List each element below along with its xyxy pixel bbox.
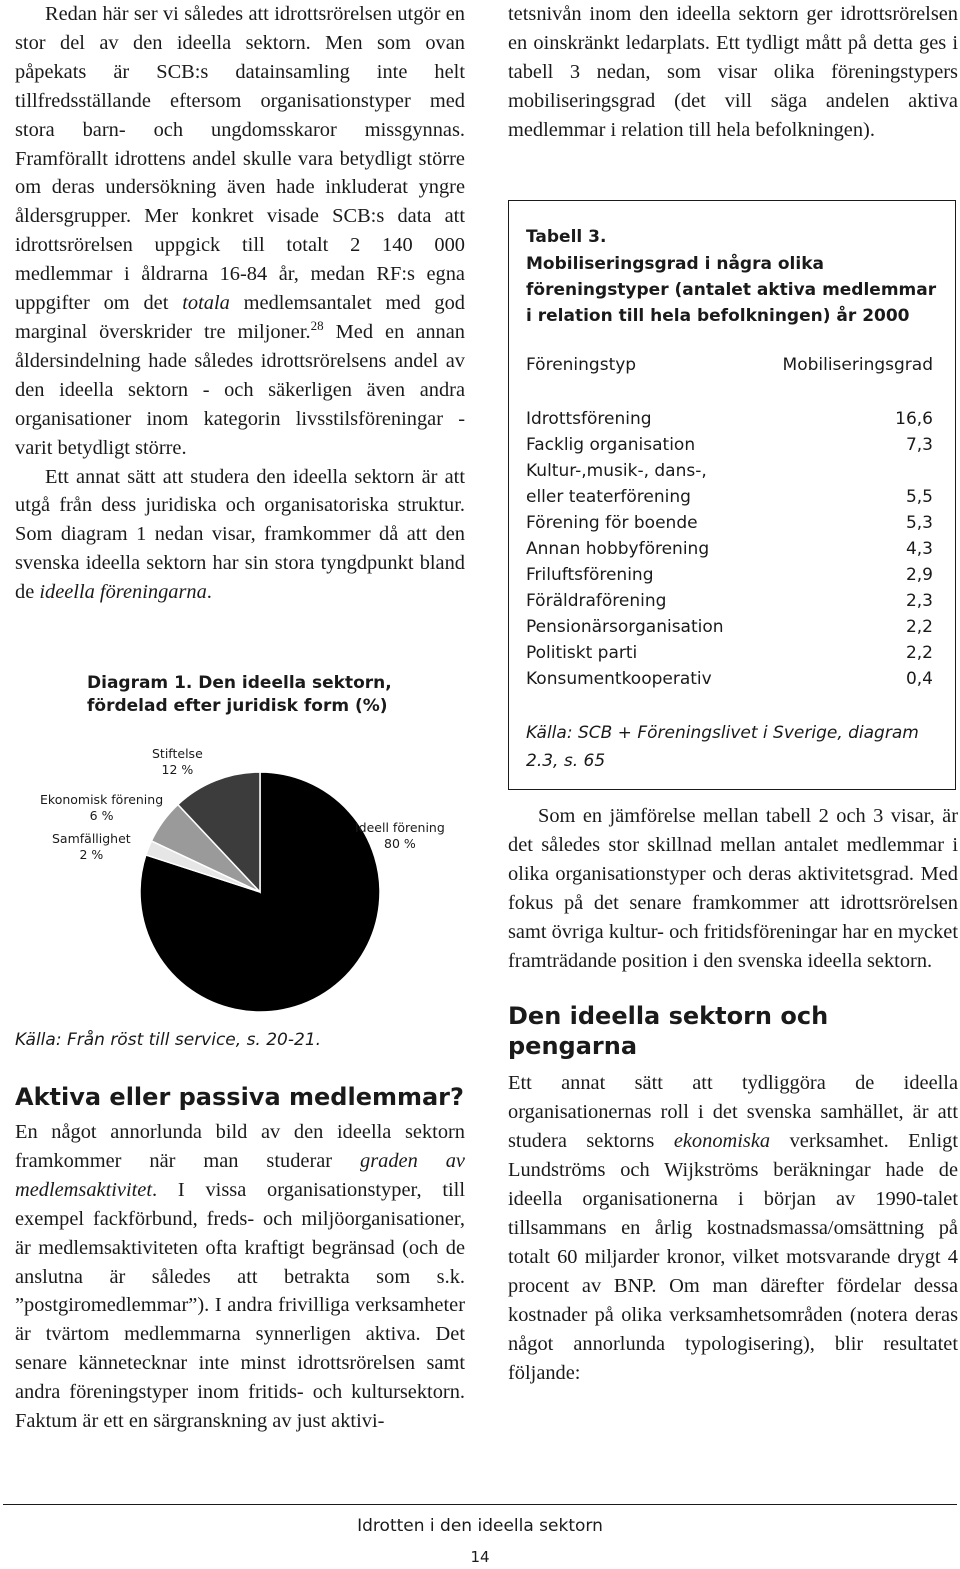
footnote-ref: 28 bbox=[310, 318, 324, 334]
table-source: Källa: SCB + Föreningslivet i Sverige, diagram 2.3, s. 65 bbox=[526, 723, 919, 771]
table-row bbox=[526, 614, 933, 640]
table-cell-type: Pensionärsorganisation bbox=[526, 617, 724, 637]
right-column-top bbox=[508, 0, 958, 145]
table-col-header-grade: Mobiliseringsgrad bbox=[782, 355, 933, 375]
diagram-source: Källa: Från röst till service, s. 20-21. bbox=[15, 1030, 322, 1050]
table-cell-value: 16,6 bbox=[895, 409, 933, 429]
table-cell-value: 5,5 bbox=[905, 487, 933, 507]
diagram-1 bbox=[15, 670, 465, 1060]
right-lower-section bbox=[508, 802, 958, 1387]
table-cell-type: Idrottsförening bbox=[526, 409, 652, 429]
table-cell-value: 0,4 bbox=[905, 669, 933, 689]
pie-label-ekonomisk: Ekonomisk förening 6 % bbox=[40, 792, 164, 823]
table-title: Mobiliseringsgrad i några olika föreningstyper (antalet aktiva medlemmar i relation till hela befolkningen) år 2000 bbox=[526, 254, 937, 326]
table-cell-type: Facklig organisation bbox=[526, 435, 696, 455]
table-col-header-type: Föreningstyp bbox=[526, 355, 637, 375]
table-row bbox=[526, 458, 933, 484]
section-heading-aktiva: Aktiva eller passiva medlemmar? bbox=[15, 1083, 464, 1111]
table-cell-type: Friluftsförening bbox=[526, 565, 654, 585]
table-row bbox=[526, 536, 933, 562]
table-cell-type: Kultur-,musik-, dans-, bbox=[526, 461, 707, 481]
table-row bbox=[526, 666, 933, 692]
table-row bbox=[526, 640, 933, 666]
left-paragraph-2: Ett annat sätt att studera den ideella sektorn är att utgå från dess juridiska och organisatoriska struktur. Som diagram 1 nedan visar, framkommer då att den svenska ideella sektorn har sin stora tyngdpunkt bland de ideella föreningarna. bbox=[15, 465, 465, 604]
table-label: Tabell 3. bbox=[526, 227, 607, 247]
footer-title: Idrotten i den ideella sektorn bbox=[357, 1516, 603, 1536]
table-cell-type: Konsumentkooperativ bbox=[526, 669, 712, 689]
table-cell-type: Föräldraförening bbox=[526, 591, 667, 611]
table-row bbox=[526, 562, 933, 588]
table-cell-value: 2,2 bbox=[905, 643, 933, 663]
table-cell-type: Annan hobbyförening bbox=[526, 539, 710, 559]
page-number: 14 bbox=[470, 1548, 490, 1566]
table-3-box bbox=[508, 200, 956, 790]
table-cell-value: 5,3 bbox=[905, 513, 933, 533]
pie-label-stiftelse: Stiftelse 12 % bbox=[152, 746, 203, 777]
table-row bbox=[526, 432, 933, 458]
right-paragraph-1: tetsnivån inom den ideella sektorn ger idrottsrörelsen en oinskränkt ledarplats. Ett tydligt mått på detta ges i tabell 3 nedan, som visar olika föreningstypers mobiliseringsgrad (det vill säga andelen aktiva medlemmar i relation till hela befolkningen). bbox=[508, 3, 958, 141]
table-cell-value: 2,2 bbox=[905, 617, 933, 637]
table-rows bbox=[526, 406, 933, 692]
table-cell-value: 7,3 bbox=[905, 435, 933, 455]
diagram-title: Diagram 1. Den ideella sektorn, fördelad efter juridisk form (%) bbox=[87, 673, 392, 716]
table-cell-value: 2,9 bbox=[905, 565, 933, 585]
right-paragraph-2: Som en jämförelse mellan tabell 2 och 3 visar, är det således stor skillnad mellan antalet medlemmar i olika organisationstyper och deras aktivitetsgrad. Med fokus på det senare framkommer att idrottsrörelsen samt övriga kultur- och fritidsföreningar har en mycket framträdande position i den svenska ideella sektorn. bbox=[508, 805, 958, 972]
table-row bbox=[526, 588, 933, 614]
section-heading-pengarna: Den ideella sektorn och pengarna bbox=[508, 1002, 829, 1061]
table-cell-type: Politiskt parti bbox=[526, 643, 638, 663]
pie-label-samfallighet: Samfällighet 2 % bbox=[52, 831, 131, 862]
table-cell-type: eller teaterförening bbox=[526, 487, 691, 507]
table-cell-value: 2,3 bbox=[905, 591, 933, 611]
left-column bbox=[15, 0, 465, 607]
left-paragraph-3: En något annorlunda bild av den ideella sektorn framkommer när man studerar graden av medlemsaktivitet. I vissa organisationstyper, till exempel fackförbund, freds- och miljöorganisationer, är medlemsaktiviteten ofta kraftigt begränsad (och de anslutna är således att betrakta som s.k. ”postgiromedlemmar”). I andra frivilliga verksamheter är tvärtom medlemmarna synnerligen aktiva. Det senare kännetecknar inte minst idrottsrörelsen samt andra föreningstyper inom fritids- och kultursektorn. Faktum är ett en särgranskning av just aktivi- bbox=[15, 1121, 465, 1433]
table-header bbox=[526, 355, 933, 375]
left-lower-section bbox=[15, 1082, 465, 1436]
table-row bbox=[526, 484, 933, 510]
table-cell-value: 4,3 bbox=[905, 539, 933, 559]
table-row bbox=[526, 510, 933, 536]
footer-rule bbox=[3, 1504, 957, 1505]
table-cell-type: Förening för boende bbox=[526, 513, 698, 533]
left-paragraph-1: Redan här ser vi således att idrottsrörelsen utgör en stor del av den ideella sektorn. Men som ovan påpekats är SCB:s datainsamling inte helt tillfredsställande eftersom organisationstyper med stora barn- och ungdomsskaror missgynnas. Framförallt idrottens andel skulle vara betydligt större om deras undersökning även hade inkluderat yngre åldersgrupper. Mer konkret visade SCB:s data att idrottsrörelsen uppgick till totalt 2 140 000 medlemmar i åldrarna 16-84 år, medan RF:s egna uppgifter om det totala medlemsantalet med god marginal överskrider tre miljoner.$^{28}$ Med en annan åldersindelning hade således idrottsrörelsens andel av den ideella sektorn - och säkerligen även andra organisationer inom kategorin livsstilsföreningar - varit betydligt större. bbox=[15, 3, 465, 459]
table-row bbox=[526, 406, 933, 432]
pie-label-ideell: Ideell förening 80 % bbox=[355, 820, 445, 851]
right-paragraph-3: Ett annat sätt att tydliggöra de ideella organisationernas roll i det svenska samhället, är att studera sektorns ekonomiska verksamhet. Enligt Lundströms och Wijkströms beräkningar hade de ideella organisationerna i början av 1990-talet tillsammans en årlig kostnadsmassa/omsättning på totalt 60 miljarder kronor, vilket motsvarande drygt 4 procent av BNP. Om man därefter fördelar dessa kostnader på olika verksamhetsområden (notera deras något annorlunda typologisering), blir resultatet följande: bbox=[508, 1072, 958, 1384]
